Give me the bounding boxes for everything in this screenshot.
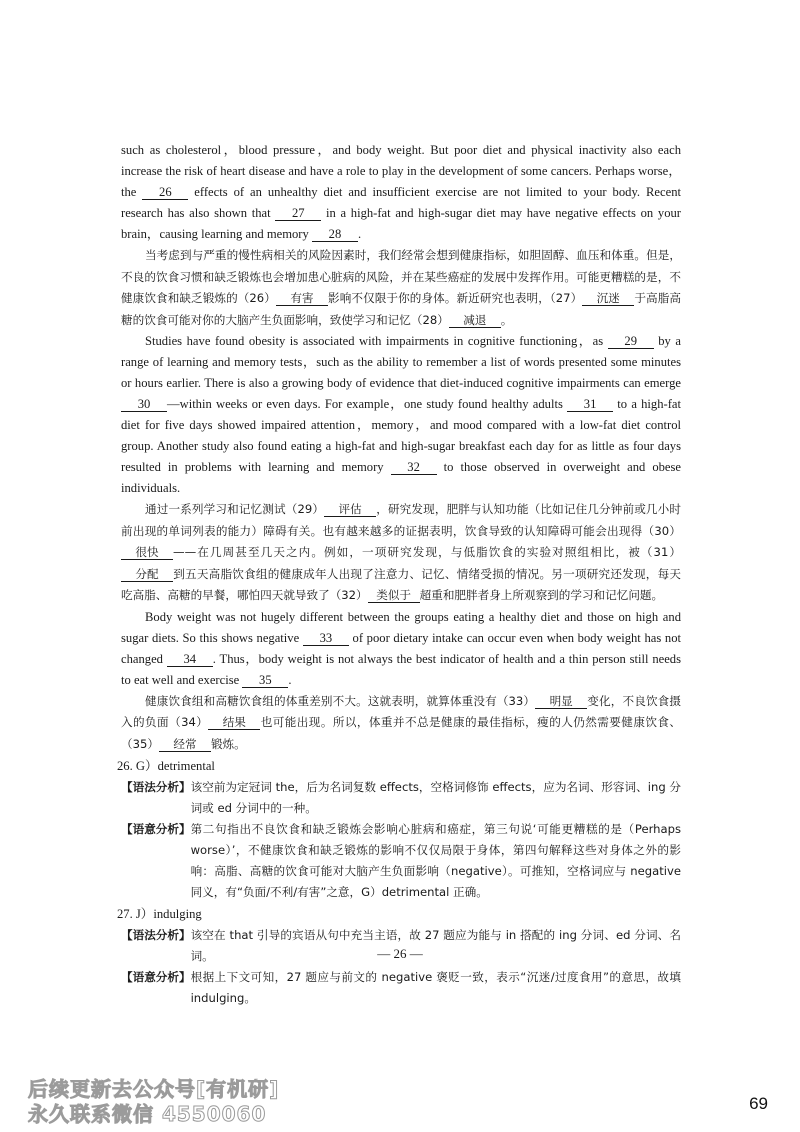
item-27-meaning-analysis — [121, 967, 681, 1009]
meaning-analysis-tag: 【语意分析】 — [121, 970, 191, 984]
grammar-analysis-tag: 【语法分析】 — [121, 928, 191, 942]
answer-32-chinese: 类似于 — [368, 588, 420, 603]
paragraph-2-english: Studies have found obesity is associated with impairments in cognitive functioning，as 29 by a range of learning and memory tests，such as the ability to remember a list of words presented some minutes or hours earlier. There is also a growing body of evidence that diet-induced cognitive impairments can emerge 30 —within weeks or even days. For example，one study found healthy adults 31 to a high-fat diet for five days showed impaired attention，memory，and mood compared with a low-fat diet control group. Another study also found eating a high-fat and high-sugar breakfast each day for as little as four days resulted in problems with learning and memory 32 to those observed in overweight and obese individuals. — [121, 334, 681, 495]
watermark — [28, 1077, 279, 1127]
answer-27-chinese: 沉迷 — [582, 291, 634, 306]
paragraph-1-chinese: 当考虑到与严重的慢性病相关的风险因素时，我们经常会想到健康指标，如胆固醇、血压和体重。但是，不良的饮食习惯和缺乏锻炼也会增加患心脏病的风险，并在某些癌症的发展中发挥作用。可能更糟糕的是，不健康饮食和缺乏锻炼的（26） 有害 影响不仅限于你的身体。新近研究也表明，（27） 沉迷 于高脂高糖的饮食可能对你的大脑产生负面影响，致使学习和记忆（28） 减退 。 — [121, 248, 681, 327]
meaning-analysis-text: 根据上下文可知，27 题应与前文的 negative 褒贬一致，表示“沉迷/过度食用”的意思，故填 indulging。 — [190, 970, 681, 1005]
blank-27: 27 — [275, 206, 321, 221]
answer-28-chinese: 减退 — [449, 313, 501, 328]
scan-page-number: 69 — [749, 1094, 768, 1113]
answer-30-chinese: 很快 — [121, 545, 173, 560]
paragraph-1-english: such as cholesterol，blood pressure，and body weight. But poor diet and physical inactivity also each increase the risk of heart disease and have a role to play in the development of some cancers. Perhaps worse，the 26 effects of an unhealthy diet and insufficient exercise are not limited to your body. Recent research has also shown that 27 in a high-fat and high-sugar diet may have negative effects on your brain，causing learning and memory 28 . — [121, 143, 681, 241]
item-26-meaning-analysis — [121, 819, 681, 903]
item-26-title: 26. G）detrimental — [117, 759, 215, 773]
grammar-analysis-text: 该空前为定冠词 the，后为名词复数 effects，空格词修饰 effects，应为名词、形容词、ing 分词或 ed 分词中的一种。 — [190, 780, 681, 815]
blank-32: 32 — [391, 460, 437, 475]
answer-31-chinese: 分配 — [121, 567, 173, 582]
blank-30: 30 — [121, 397, 167, 412]
blank-33: 33 — [303, 631, 349, 646]
answer-35-chinese: 经常 — [159, 737, 211, 752]
meaning-analysis-text: 第二句指出不良饮食和缺乏锻炼会影响心脏病和癌症，第三句说‘可能更糟糕的是（Perhaps worse）’，不健康饮食和缺乏锻炼的影响不仅仅局限于身体，第四句解释这些对身体之外的影响：高脂、高糖的饮食可能对大脑产生负面影响（negative）。可推知，空格词应与 negative 同义，有“负面/不利/有害”之意，G）detrimental 正确。 — [190, 822, 681, 899]
grammar-analysis-tag: 【语法分析】 — [121, 780, 191, 794]
paragraph-3-chinese: 健康饮食组和高糖饮食组的体重差别不大。这就表明，就算体重没有（33） 明显 变化，不良饮食摄入的负面（34） 结果 也可能出现。所以，体重并不总是健康的最佳指标，瘦的人仍然需要健康饮食、（35） 经常 锻炼。 — [121, 693, 681, 751]
blank-28: 28 — [312, 227, 358, 242]
blank-35: 35 — [242, 673, 288, 688]
blank-29: 29 — [608, 334, 654, 349]
blank-31: 31 — [567, 397, 613, 412]
answer-26-chinese: 有害 — [276, 291, 328, 306]
watermark-line-1: 后续更新去公众号[有机研] — [28, 1077, 280, 1101]
answer-34-chinese: 结果 — [208, 715, 260, 730]
paragraph-2-chinese: 通过一系列学习和记忆测试（29） 评估 ，研究发现，肥胖与认知功能（比如记住几分钟前或几小时前出现的单词列表的能力）障碍有关。也有越来越多的证据表明，饮食导致的认知障碍可能会出现得（30）很快 ——在几周甚至几天之内。例如，一项研究发现，与低脂饮食的实验对照组相比，被（31）分配 到五天高脂饮食组的健康成年人出现了注意力、记忆、情绪受损的情况。另一项研究还发现，每天吃高脂、高糖的早餐，哪怕四天就导致了（32） 类似于 超重和肥胖者身上所观察到的学习和记忆问题。 — [121, 502, 681, 602]
paragraph-3-english: Body weight was not hugely different between the groups eating a healthy diet and those on high and sugar diets. So this shows negative 33 of poor dietary intake can occur even when body weight has not changed 34 . Thus，body weight is not always the best indicator of health and a thin person still needs to eat well and exercise 35 . — [121, 609, 681, 687]
passage-content — [117, 140, 681, 1009]
answer-29-chinese: 评估 — [324, 502, 376, 517]
blank-26: 26 — [142, 185, 188, 200]
item-27-title: 27. J）indulging — [117, 907, 202, 921]
answer-33-chinese: 明显 — [535, 694, 587, 709]
grammar-analysis-text: 该空在 that 引导的宾语从句中充当主语，故 27 题应为能与 in 搭配的 ing 分词、ed 分词、名词。 — [190, 928, 681, 963]
blank-34: 34 — [167, 652, 213, 667]
item-26-grammar-analysis — [121, 777, 681, 819]
meaning-analysis-tag: 【语意分析】 — [121, 822, 191, 836]
page-number: — 26 — — [377, 946, 423, 961]
watermark-line-2: 永久联系微信 4550060 — [28, 1102, 267, 1126]
